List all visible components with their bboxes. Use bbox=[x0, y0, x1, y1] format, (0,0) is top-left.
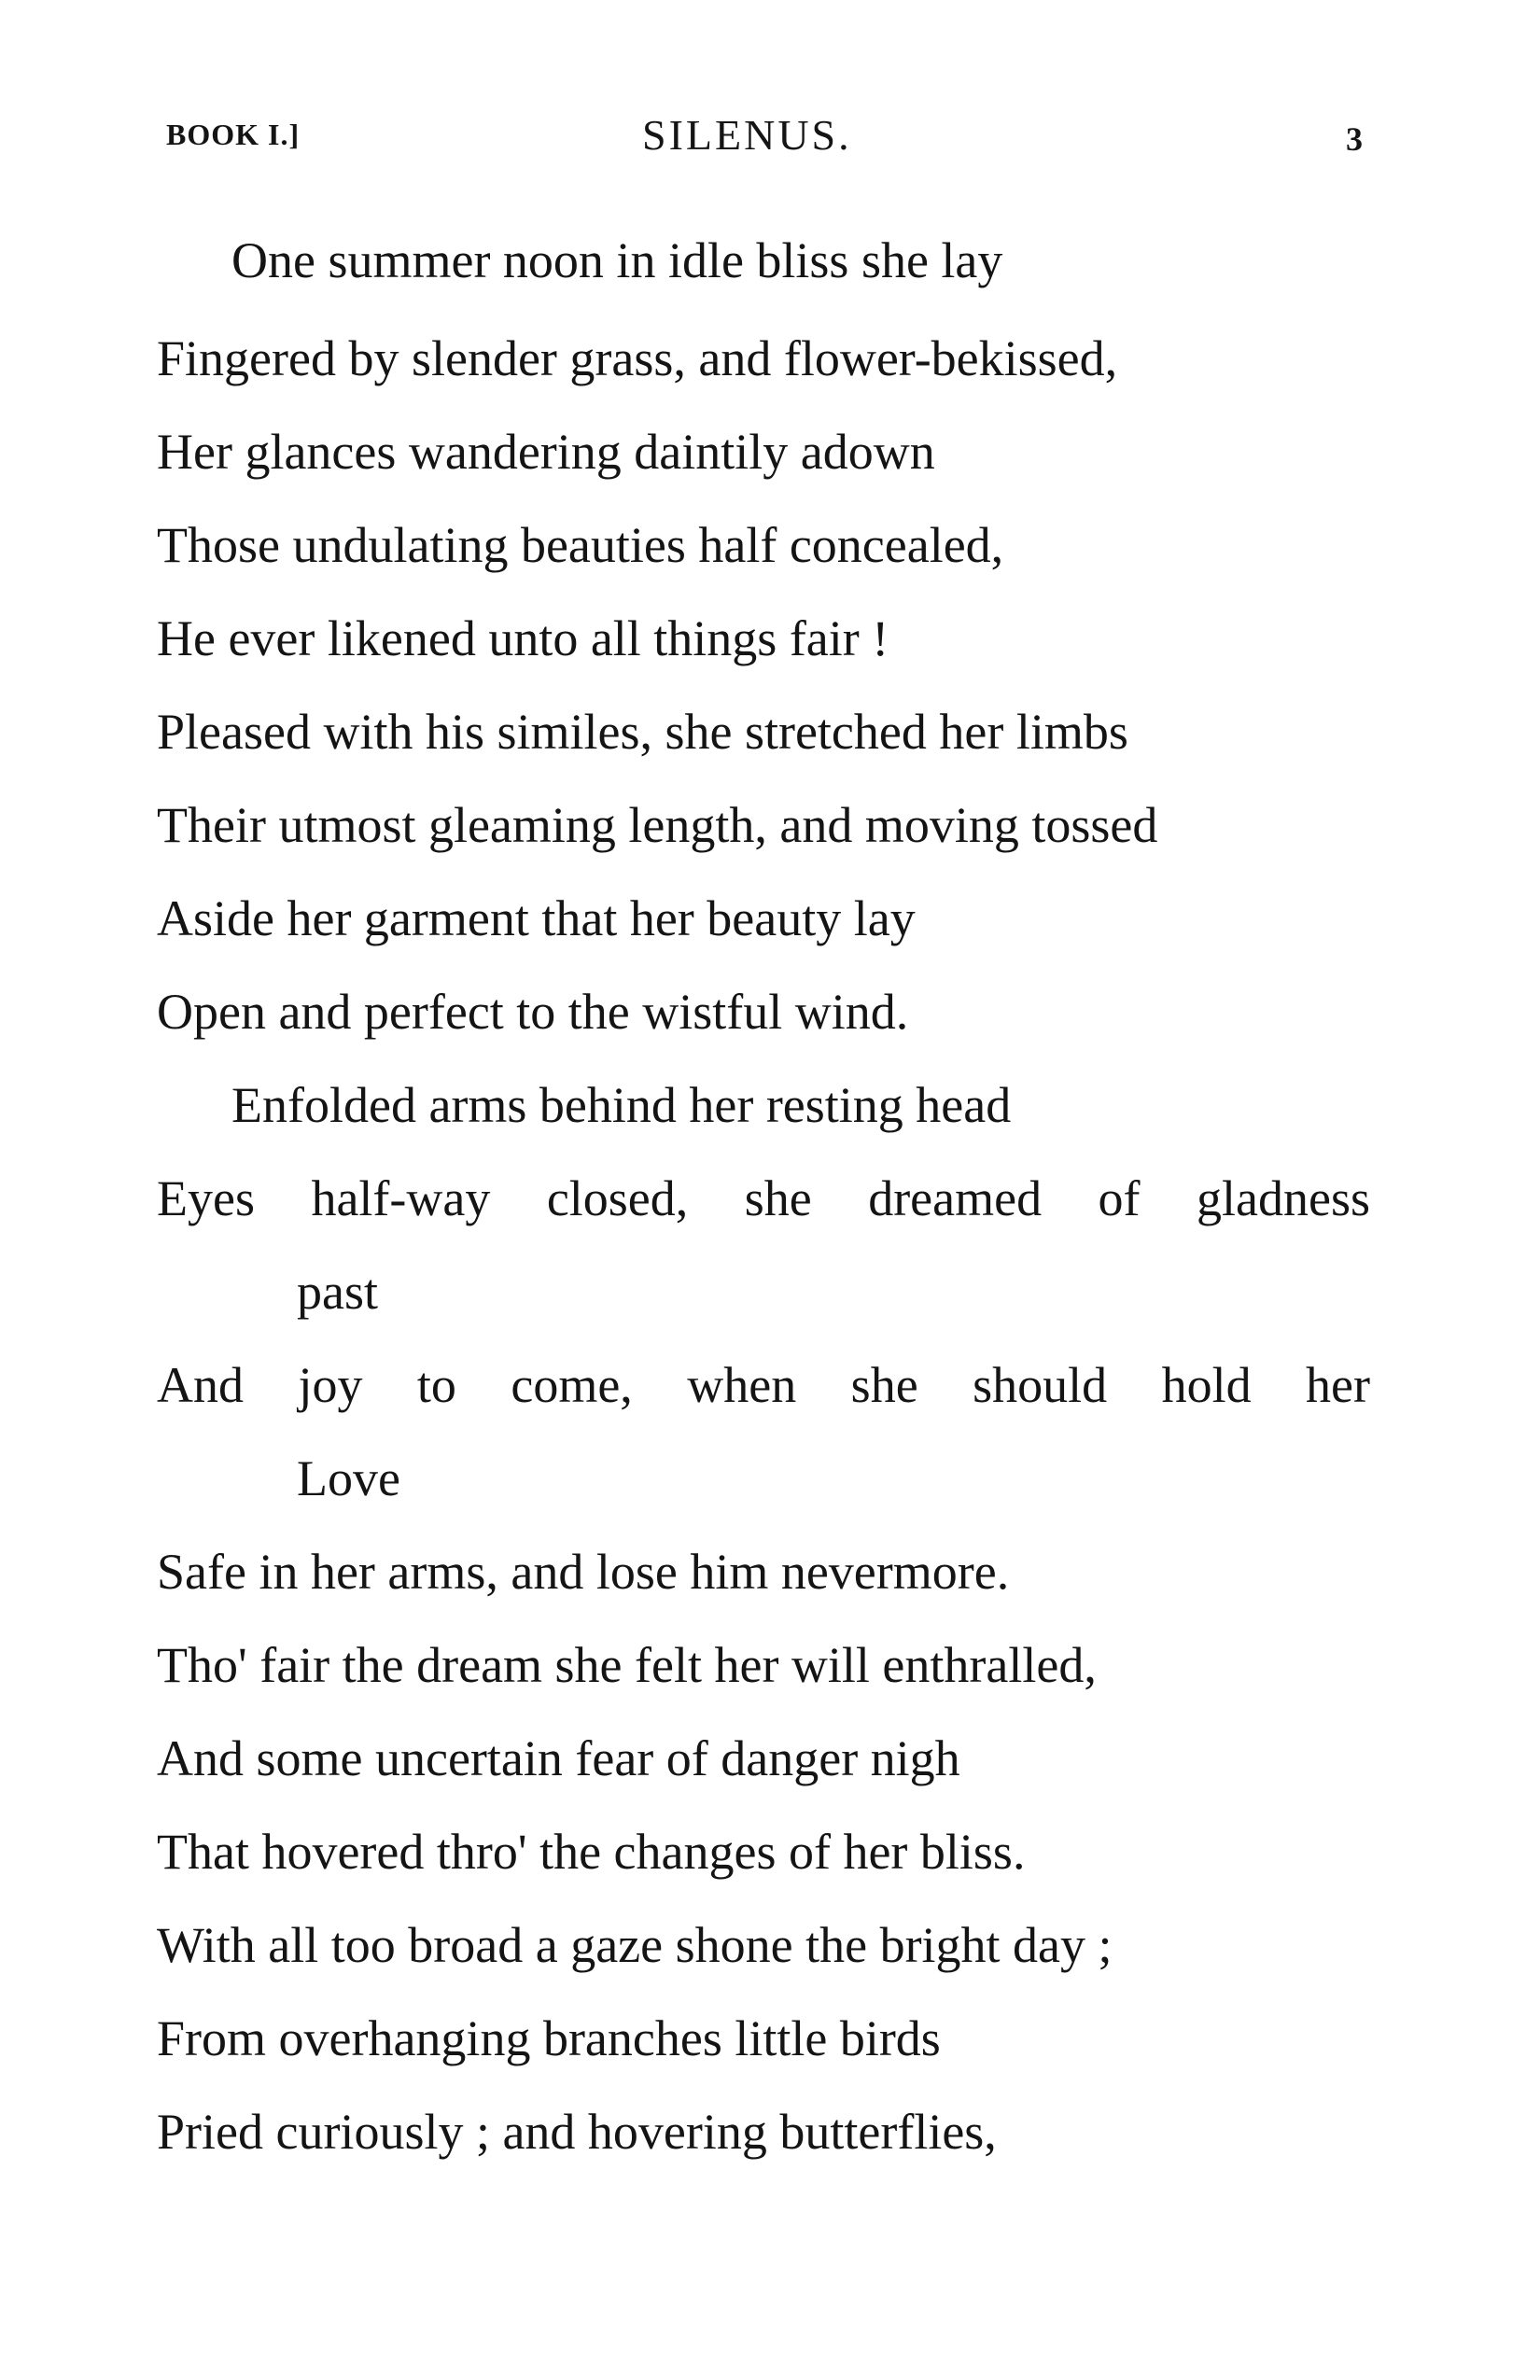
poem-line: With all too broad a gaze shone the bright day ; bbox=[157, 1917, 1113, 1973]
poem-line: Fingered by slender grass, and flower-bekissed, bbox=[157, 330, 1118, 386]
poem-line: Open and perfect to the wistful wind. bbox=[157, 984, 909, 1040]
poem-line: Pried curiously ; and hovering butterflies, bbox=[157, 2104, 997, 2160]
poem-line: Their utmost gleaming length, and moving tossed bbox=[157, 797, 1158, 853]
poem-line: From overhanging branches little birds bbox=[157, 2010, 941, 2066]
running-title: SILENUS. bbox=[642, 111, 852, 159]
poem-line-continuation: Love bbox=[297, 1450, 400, 1506]
poem-line: Her glances wandering daintily adown bbox=[157, 424, 935, 480]
poem-line: Aside her garment that her beauty lay bbox=[157, 890, 916, 946]
poem-line: That hovered thro' the changes of her bliss. bbox=[157, 1824, 1026, 1880]
poem-line: Eyes half-way closed, she dreamed of gladness bbox=[157, 1170, 1370, 1226]
poem-line: Those undulating beauties half concealed, bbox=[157, 517, 1004, 573]
poem-line: One summer noon in idle bliss she lay bbox=[231, 232, 1003, 288]
poem-line: Safe in her arms, and lose him nevermore. bbox=[157, 1544, 1010, 1600]
poem-line: Enfolded arms behind her resting head bbox=[231, 1077, 1012, 1133]
page-number: 3 bbox=[1346, 120, 1363, 158]
poem-line: And joy to come, when she should hold her bbox=[157, 1357, 1370, 1413]
poem-line-continuation: past bbox=[297, 1264, 378, 1320]
running-head bbox=[0, 110, 1540, 166]
poem-line: He ever likened unto all things fair ! bbox=[157, 610, 889, 666]
book-section-label: BOOK I.] bbox=[166, 118, 301, 151]
poem-line: And some uncertain fear of danger nigh bbox=[157, 1730, 960, 1786]
poem-line: Tho' fair the dream she felt her will enthralled, bbox=[157, 1637, 1097, 1693]
poem-line: Pleased with his similes, she stretched her limbs bbox=[157, 704, 1128, 760]
